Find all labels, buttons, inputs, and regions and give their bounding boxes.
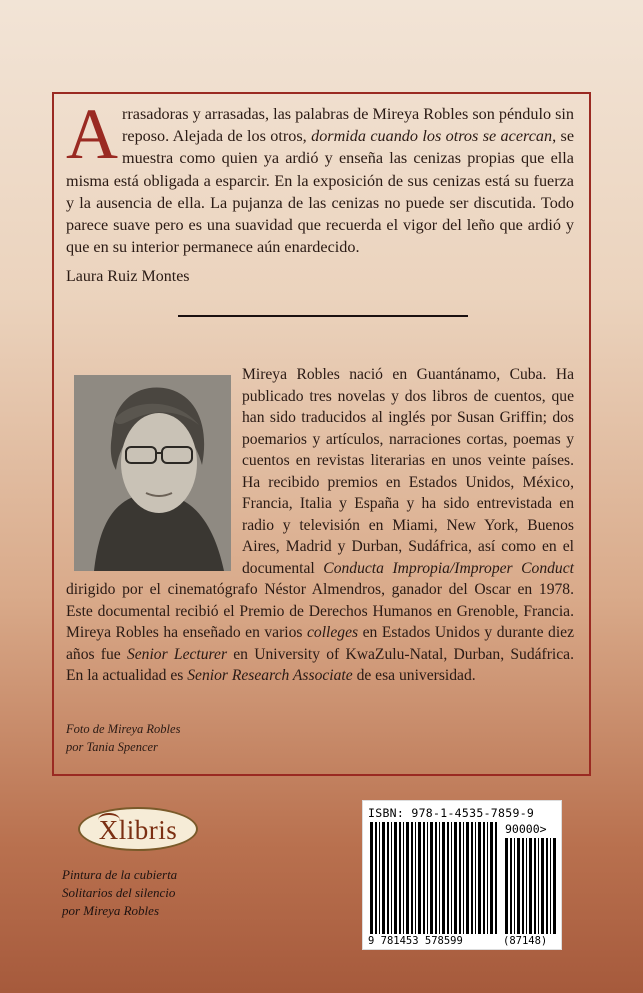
isbn-label: ISBN: 978-1-4535-7859-9 <box>368 806 535 820</box>
price-code: 90000> <box>505 822 547 836</box>
cover-credit-line-3: por Mireya Robles <box>62 903 159 918</box>
bio-text-3: en Estados Unidos y durante diez años fue <box>66 624 574 663</box>
photo-credit-line-2: por Tania Spencer <box>66 740 158 754</box>
divider <box>178 315 468 317</box>
quote-italic: dormida cuando los otros se acercan <box>311 127 553 146</box>
barcode-extra: (87148) <box>503 935 548 947</box>
cover-credit <box>62 866 177 920</box>
quote-lead: rrasadoras y arrasadas, las palabras de Mireya Robles son péndulo sin reposo. Alejada de los otros, <box>122 105 574 146</box>
quote-rest: , se muestra como quien ya ardió y enseña las cenizas propias que ella misma está obligada a esparcir. En la exposición de sus cenizas está su fuerza y la ausencia de ella. La pujanza de las cenizas no puede ser discutida. Todo parece suave pero es una suavidad que recuerda el vigor del leño que ardió y que en su interior permanece aún enardecido. <box>66 127 574 257</box>
cover-credit-line-1: Pintura de la cubierta <box>62 867 178 882</box>
bio-text-4: en University of KwaZulu-Natal, Durban, Sudáfrica. En la actualidad es <box>66 645 574 684</box>
ean-barcode <box>370 822 498 934</box>
quote-paragraph <box>66 94 574 258</box>
bio-film-title: Conducta Impropia/Improper Conduct <box>323 559 574 577</box>
cover-credit-line-2: Solitarios del silencio <box>62 885 176 900</box>
bio-lecturer: Senior Lecturer <box>126 645 228 663</box>
bio-text-5: de esa universidad. <box>352 667 476 684</box>
barcode-digits: 9 781453 578599 <box>368 935 463 947</box>
bio-associate: Senior Research Associate <box>187 667 353 684</box>
author-photo <box>74 375 231 571</box>
bio-text-1: Mireya Robles nació en Guantánamo, Cuba. Ha publicado tres novelas y dos libros de cuentos, que han sido traducidos al inglés por Susan Griffin; dos poemarios y artículos, narraciones cortas, poemas y cuentos en revistas literarias en unos veinte países. Ha recibido premios en Estados Unidos, México, Francia, Italia y España y ha sido entrevistada en radio y televisión en Miami, New York, Buenos Aires, Madrid y Durban, Sudáfrica, así como en el documental <box>242 366 574 577</box>
photo-credit <box>66 720 180 756</box>
bio-colleges: colleges <box>307 624 359 641</box>
publisher-name: Xlibris <box>98 814 178 845</box>
quote-author: Laura Ruiz Montes <box>66 268 190 285</box>
drop-cap: A <box>66 94 118 174</box>
publisher-logo <box>78 807 198 851</box>
bio-text-2: dirigido por el cinematógrafo Néstor Almendros, ganador del Oscar en 1978. Este documental recibió el Premio de Derechos Humanos en Grenoble, Francia. Mireya Robles ha enseñado en varios <box>66 581 574 641</box>
photo-credit-line-1: Foto de Mireya Robles <box>66 722 181 736</box>
addon-barcode <box>505 838 557 934</box>
